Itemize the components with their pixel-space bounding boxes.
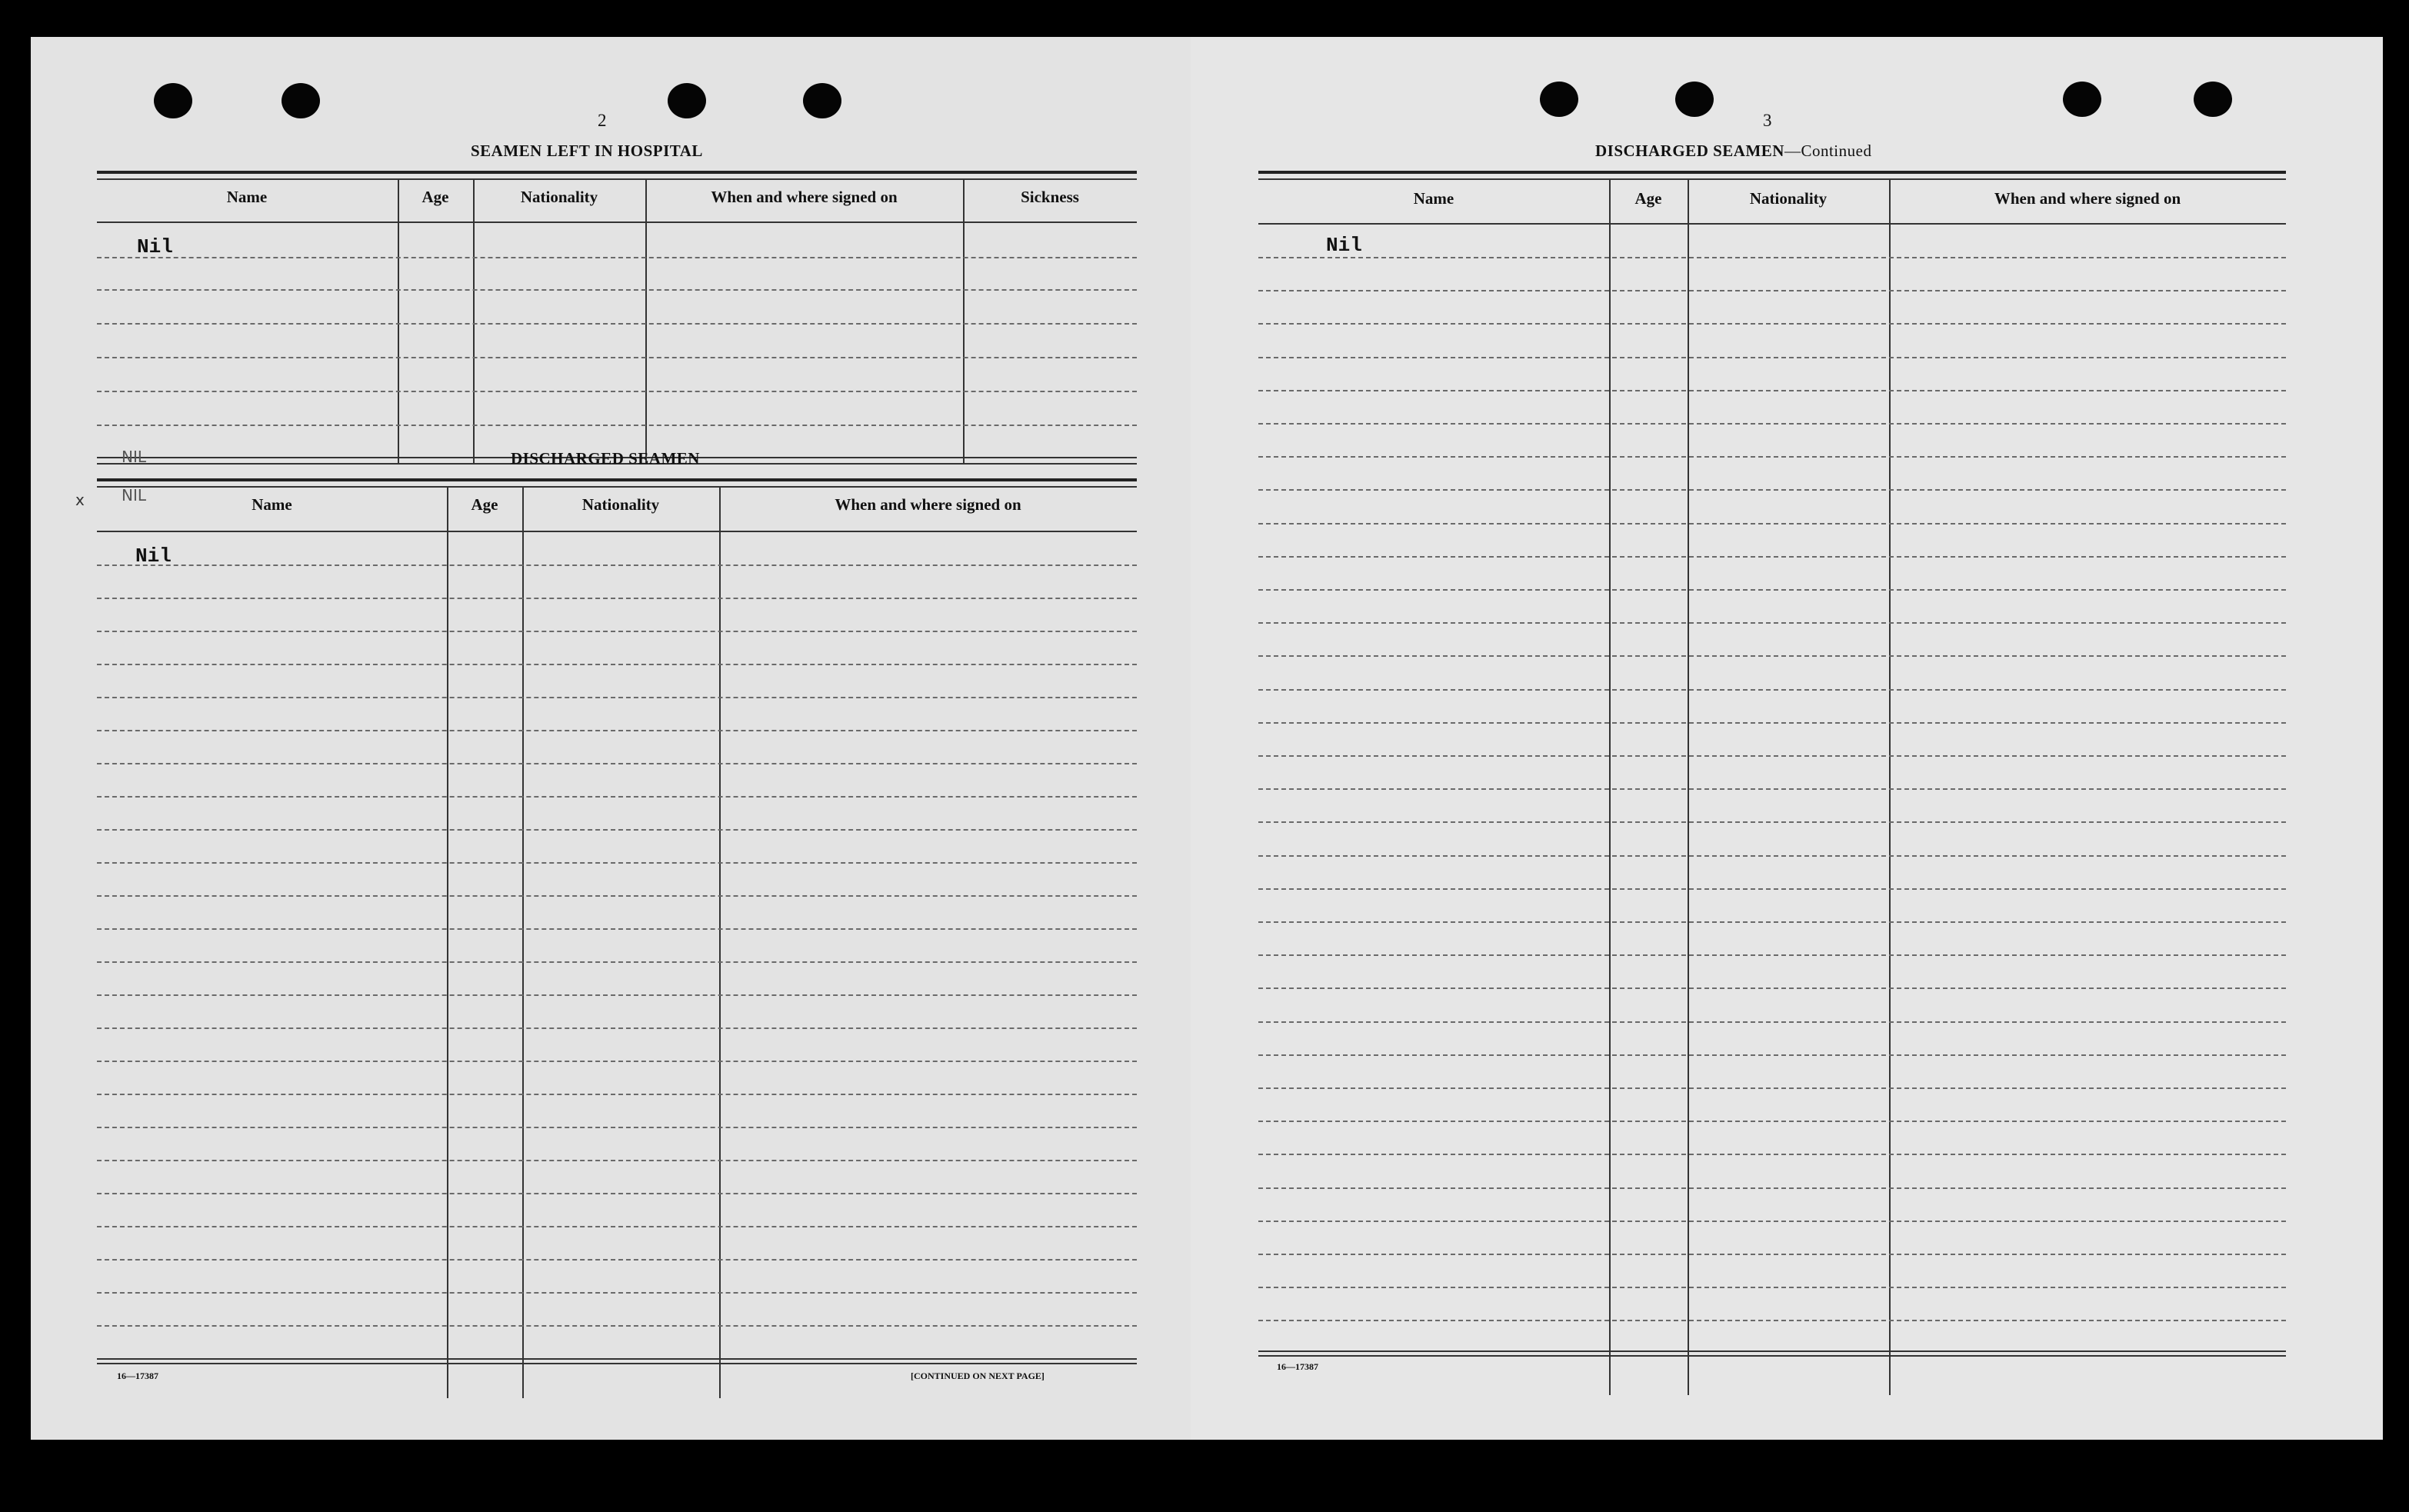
column-header-nationality: Nationality: [520, 188, 598, 206]
ruled-line: [97, 1127, 1137, 1128]
ruled-line: [97, 1160, 1137, 1161]
ruled-line: [97, 1094, 1137, 1095]
ruled-line: [97, 664, 1137, 665]
ruled-line: [97, 730, 1137, 731]
ruled-line: [1258, 1021, 2286, 1023]
ruled-line: [97, 1027, 1137, 1029]
ruled-line: [1258, 855, 2286, 857]
ruled-line: [97, 928, 1137, 930]
discharged-continued-entry-nil: Nil: [1326, 234, 1362, 257]
ruled-line: [97, 598, 1137, 599]
punch-hole: [2063, 82, 2101, 117]
column-header-signed-on: When and where signed on: [835, 495, 1021, 514]
ruled-line: [1258, 1154, 2286, 1155]
ruled-line: [1258, 689, 2286, 691]
ruled-line: [1258, 655, 2286, 657]
ruled-line: [1258, 423, 2286, 425]
ruled-line: [1258, 1221, 2286, 1222]
ruled-line: [1258, 1121, 2286, 1122]
column-header-nationality: Nationality: [581, 495, 660, 514]
ruled-line: [1258, 821, 2286, 823]
ruled-line: [97, 1292, 1137, 1294]
ruled-line: [1258, 456, 2286, 458]
ruled-line: [1258, 622, 2286, 624]
ruled-line: [97, 862, 1137, 864]
ruled-line: [1258, 1287, 2286, 1288]
column-header-name: Name: [1413, 189, 1454, 208]
punch-hole: [154, 83, 192, 118]
ruled-line: [1258, 290, 2286, 291]
margin-mark: NIL: [122, 448, 147, 466]
hospital-entry-nil: Nil: [137, 235, 173, 258]
column-header-age: Age: [1634, 189, 1662, 208]
ruled-line: [97, 961, 1137, 963]
ruled-line: [97, 565, 1137, 566]
punch-hole: [1675, 82, 1714, 117]
page-number: 3: [1763, 111, 1772, 130]
column-header-nationality: Nationality: [1749, 189, 1828, 208]
ruled-line: [1258, 987, 2286, 989]
ruled-line: [1258, 1320, 2286, 1321]
ruled-line: [1258, 888, 2286, 890]
ruled-line: [97, 895, 1137, 897]
ruled-line: [97, 796, 1137, 798]
punch-hole: [2194, 82, 2232, 117]
column-header-signed-on: When and where signed on: [711, 188, 898, 206]
ruled-line: [1258, 323, 2286, 325]
ruled-line: [97, 697, 1137, 698]
ruled-line: [97, 1259, 1137, 1261]
ruled-line: [1258, 489, 2286, 491]
ruled-line: [1258, 357, 2286, 358]
hospital-section-title: SEAMEN LEFT IN HOSPITAL: [471, 142, 703, 160]
ruled-line: [1258, 1254, 2286, 1255]
title-main: DISCHARGED SEAMEN: [1595, 142, 1784, 160]
ruled-line: [97, 763, 1137, 764]
ruled-line: [97, 1193, 1137, 1194]
column-header-signed-on: When and where signed on: [1994, 189, 2181, 208]
ruled-line: [1258, 1087, 2286, 1089]
discharged-continued-title: [1595, 142, 1871, 161]
ruled-line: [1258, 390, 2286, 391]
punch-hole: [668, 83, 706, 118]
column-header-name: Name: [226, 188, 268, 206]
column-header-age: Age: [471, 495, 498, 514]
ruled-line: [97, 829, 1137, 831]
continued-note: [CONTINUED ON NEXT PAGE]: [911, 1370, 1045, 1381]
ruled-line: [1258, 755, 2286, 757]
margin-mark: x: [75, 491, 85, 509]
ruled-line: [1258, 257, 2286, 258]
ruled-line: [97, 1226, 1137, 1227]
title-suffix: —Continued: [1784, 142, 1872, 160]
ruled-line: [97, 1061, 1137, 1062]
ruled-line: [1258, 523, 2286, 525]
punch-hole: [1540, 82, 1578, 117]
ruled-line: [97, 1325, 1137, 1327]
form-number: 16—17387: [117, 1370, 158, 1381]
ruled-line: [1258, 921, 2286, 923]
ruled-line: [1258, 1187, 2286, 1189]
margin-mark: NIL: [122, 486, 147, 505]
form-number: 16—17387: [1277, 1361, 1318, 1372]
ruled-line: [1258, 722, 2286, 724]
ruled-line: [1258, 1054, 2286, 1056]
ruled-line: [1258, 589, 2286, 591]
punch-hole: [803, 83, 841, 118]
discharged-entry-nil: Nil: [135, 545, 172, 568]
punch-hole: [282, 83, 320, 118]
discharged-section-title: DISCHARGED SEAMEN: [511, 449, 700, 468]
left-page: [31, 37, 1191, 1440]
page-number: 2: [598, 111, 607, 130]
column-header-name: Name: [252, 495, 292, 514]
ruled-line: [1258, 788, 2286, 790]
column-header-sickness: Sickness: [1021, 188, 1079, 206]
ruled-line: [1258, 556, 2286, 558]
ruled-line: [97, 994, 1137, 996]
column-header-age: Age: [421, 188, 449, 206]
ruled-line: [97, 631, 1137, 632]
right-page: [1191, 37, 2383, 1440]
ruled-line: [1258, 954, 2286, 956]
